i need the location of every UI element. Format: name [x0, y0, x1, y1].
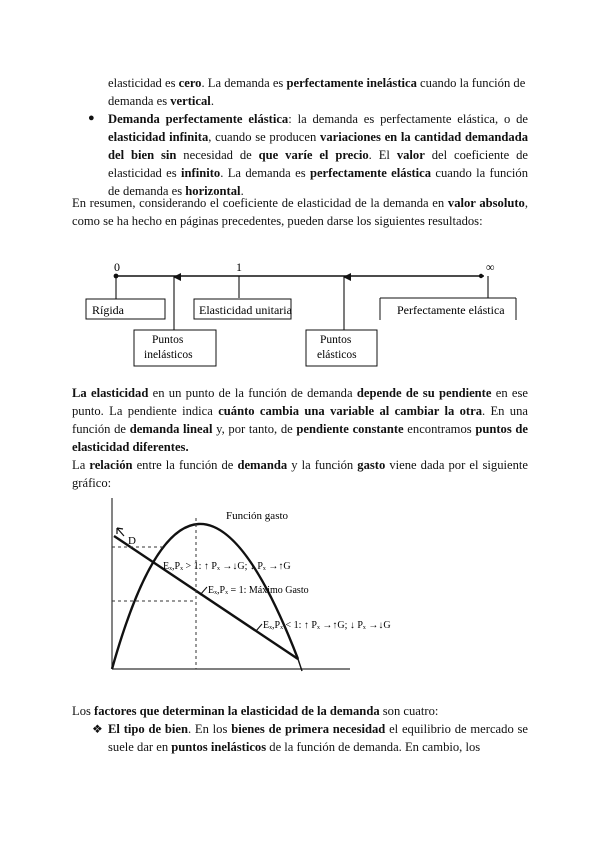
paragraph-tipo-de-bien: El tipo de bien. En los bienes de primera necesidad el equilibrio de mercado se suele dar en puntos inelásticos de la función de demanda. En cambio, los	[108, 722, 529, 754]
demand-label-arrow	[117, 528, 124, 536]
label-perfectamente-elastica: Perfectamente elástica	[397, 303, 505, 317]
paragraph-relacion: La relación entre la función de demanda y la función gasto viene dada por el siguiente gráfico:	[72, 458, 528, 490]
label-elasticos-1: Puntos	[320, 334, 352, 346]
label-inelasticos-1: Puntos	[152, 334, 184, 346]
paragraph-resumen: En resumen, considerando el coeficiente de elasticidad de la demanda en valor absoluto, como se ha hecho en páginas precedentes, pueden darse los siguientes resultados:	[72, 196, 528, 228]
label-unitaria: Elasticidad unitaria	[199, 303, 292, 317]
demand-expenditure-graph	[0, 496, 600, 696]
elasticity-lt1-label: Eₓ,Pₓ < 1: ↑ Pₓ →↑G; ↓ Pₓ →↓G	[263, 620, 391, 631]
paragraph-factores: Los factores que determinan la elasticidad de la demanda son cuatro:	[72, 704, 439, 718]
gasto-label: Función gasto	[226, 510, 289, 522]
scale-label-inf: ∞	[486, 260, 495, 274]
elasticity-gt1-label: Eₓ,Pₓ > 1: ↑ Pₓ →↓G; ↓ Pₓ →↑G	[163, 561, 291, 572]
scale-inf-dot	[479, 274, 483, 278]
demand-label: D	[128, 535, 136, 547]
bullet-dot: ●	[88, 112, 95, 124]
paragraph-cero: elasticidad es cero. La demanda es perfectamente inelástica cuando la función de demanda es vertical.	[108, 76, 526, 108]
scale-label-one: 1	[236, 260, 242, 274]
diamond-bullet: ❖	[92, 722, 103, 736]
scale-label-zero: 0	[114, 260, 120, 274]
paragraph-perfectamente-elastica: Demanda perfectamente elástica: la demanda es perfectamente elástica, o de elasticidad infinita, cuando se producen variaciones en la cantidad demandada del bien sin necesidad de que varíe el precio. El valor del coeficiente de elasticidad es infinito. La demanda es perfectamente elástica cuando la función de demanda es horizontal.	[108, 112, 529, 198]
paragraph-pendiente: La elasticidad en un punto de la función de demanda depende de su pendiente en ese punto. La pendiente indica cuánto cambia una variable al cambiar la otra. En una función de demanda lineal y, por tanto, de pendiente constante encontramos puntos de elasticidad diferentes.	[72, 386, 528, 454]
elasticity-eq1-label: Eₓ,Pₓ = 1: Máximo Gasto	[208, 585, 309, 596]
label-rigida: Rígida	[92, 303, 124, 317]
elasticity-scale-diagram	[0, 258, 600, 368]
label-elasticos-2: elásticos	[317, 349, 357, 361]
label-inelasticos-2: inelásticos	[144, 349, 193, 361]
